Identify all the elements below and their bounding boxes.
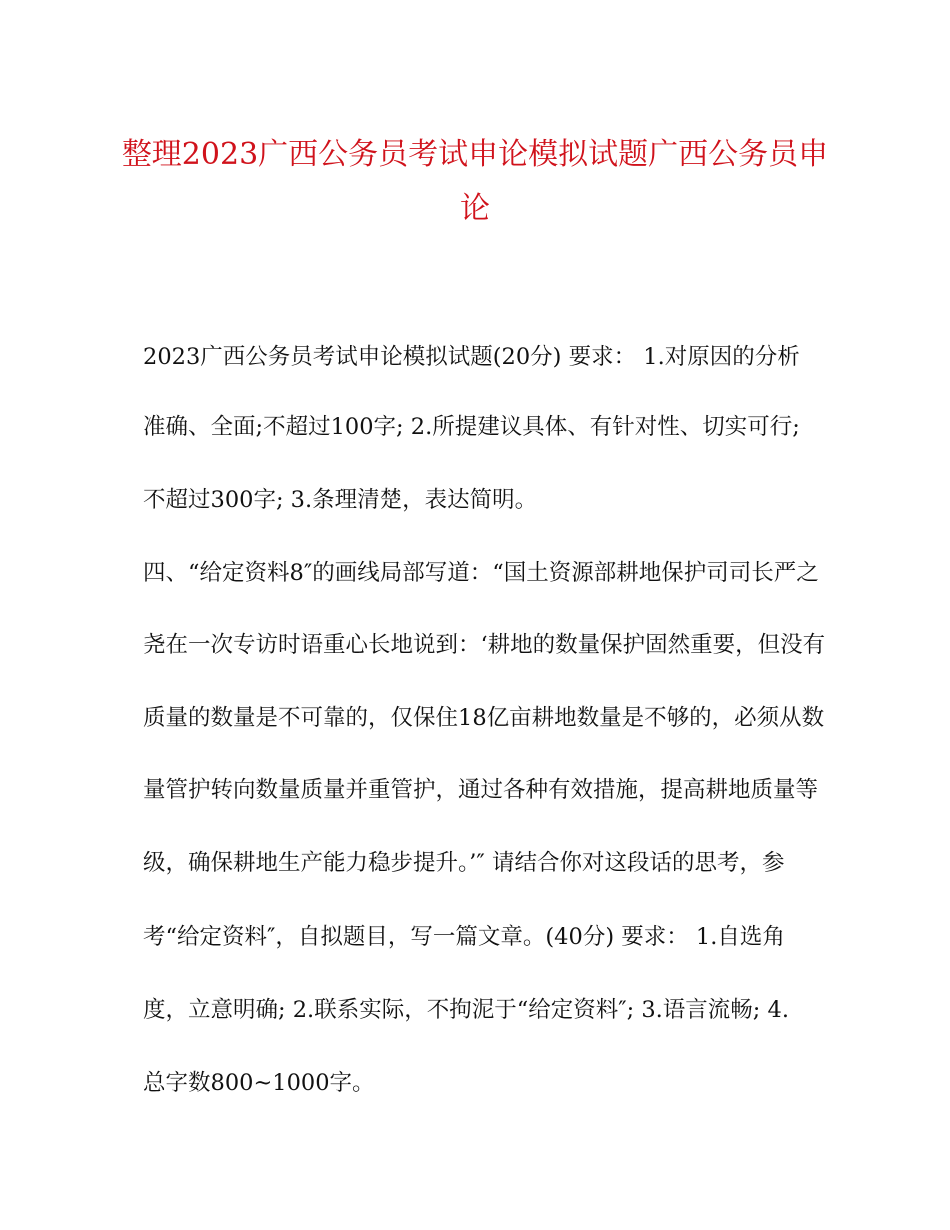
- body-line: 2023广西公务员考试申论模拟试题(20分) 要求： 1.对原因的分析: [143, 344, 800, 370]
- body-line: 准确、全面;不超过100字; 2.所提建议具体、有针对性、切实可行;: [143, 414, 800, 440]
- body-line: 四、“给定资料8″的画线局部写道：“国土资源部耕地保护司司长严之: [143, 560, 819, 586]
- body-line: 级，确保耕地生产能力稳步提升。’″ 请结合你对这段话的思考，参: [143, 850, 785, 876]
- body-line: 考“给定资料″，自拟题目，写一篇文章。(40分) 要求： 1.自选角: [143, 924, 785, 950]
- body-line: 量管护转向数量质量并重管护，通过各种有效措施，提高耕地质量等: [143, 777, 819, 803]
- body-line: 度，立意明确; 2.联系实际，不拘泥于“给定资料″; 3.语言流畅; 4.: [143, 997, 790, 1023]
- body-line: 不超过300字; 3.条理清楚，表达简明。: [143, 487, 538, 513]
- body-line: 尧在一次专访时语重心长地说到：‘耕地的数量保护固然重要，但没有: [143, 632, 826, 658]
- page-title: 整理2023广西公务员考试申论模拟试题广西公务员申论: [121, 137, 829, 226]
- body-line: 质量的数量是不可靠的，仅保住18亿亩耕地数量是不够的，必须从数: [143, 705, 825, 731]
- body-line: 总字数800~1000字。: [143, 1070, 375, 1096]
